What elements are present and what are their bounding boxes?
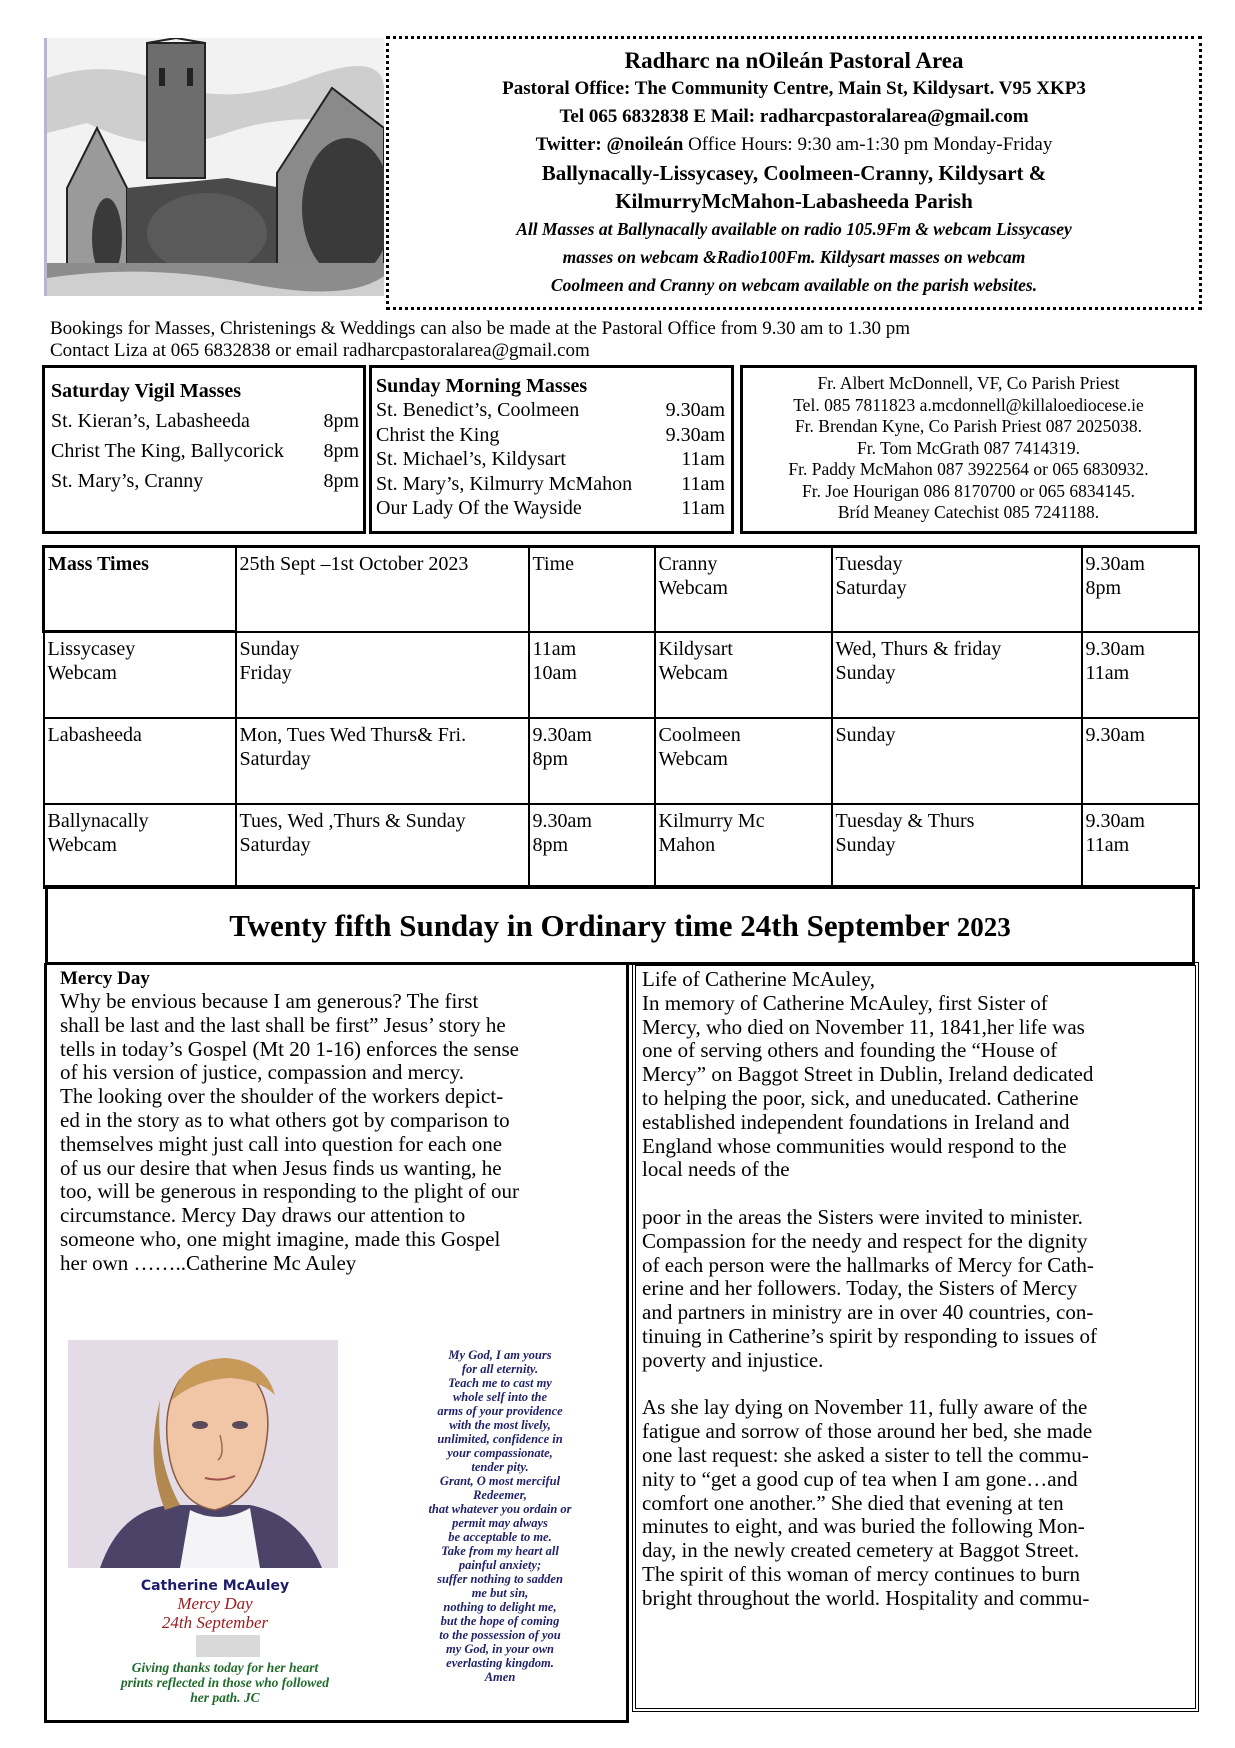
sunday-time: 11am	[681, 448, 725, 470]
clergy-line: Fr. Albert McDonnell, VF, Co Parish Priest	[817, 373, 1120, 393]
article-line: themselves might just call into question for each one	[60, 1131, 503, 1156]
clergy-line: Fr. Brendan Kyne, Co Parish Priest 087 2025038.	[794, 416, 1143, 436]
table-cell: Time	[529, 547, 655, 632]
office-hours: Office Hours: 9:30 am-1:30 pm Monday-Friday	[683, 134, 1053, 155]
article-line: The spirit of this woman of mercy continues to burn	[642, 1561, 1080, 1586]
article-line: Life of Catherine McAuley,	[642, 967, 876, 991]
table-cell: 9.30am 11am	[1082, 632, 1199, 719]
table-cell: 9.30am 8pm	[1082, 547, 1199, 632]
vigil-time: 8pm	[323, 470, 359, 492]
article-line: shall be last and the last shall be first” Jesus’ story he	[60, 1012, 506, 1037]
sunday-church: Our Lady Of the Wayside	[376, 497, 582, 519]
article-line: tells in today’s Gospel (Mt 20 1-16) enforces the sense	[60, 1036, 519, 1061]
table-cell: 9.30am 8pm	[529, 804, 655, 888]
article-line: ed in the story as to what others got by comparison to	[60, 1107, 510, 1132]
table-cell: Coolmeen Webcam	[655, 718, 832, 804]
sunday-church: St. Mary’s, Kilmurry McMahon	[376, 472, 633, 495]
parish-names-line1: Ballynacally-Lissycasey, Coolmeen-Cranny, Kildysart &	[541, 161, 1047, 185]
church-ruin-illustration	[44, 38, 384, 296]
prayer-line: Take from my heart all	[441, 1544, 559, 1558]
article-line: In memory of Catherine McAuley, first Sister of	[642, 990, 1048, 1015]
article-line: The looking over the shoulder of the workers depict-	[60, 1084, 504, 1109]
card-grey-placeholder	[196, 1635, 260, 1657]
pastoral-office-address: Pastoral Office: The Community Centre, Main St, Kildysart. V95 XKP3	[502, 78, 1086, 99]
vigil-time: 8pm	[323, 440, 359, 462]
sunday-title-text: Twenty fifth Sunday in Ordinary time 24th September	[229, 908, 957, 943]
sunday-row	[376, 472, 731, 497]
prayer-line: your compassionate,	[447, 1446, 553, 1460]
article-line: of each person were the hallmarks of Mercy for Cath-	[642, 1252, 1094, 1277]
prayer-line: suffer nothing to sadden	[437, 1572, 563, 1586]
portrait-illustration	[60, 1340, 348, 1570]
table-cell: Cranny Webcam	[655, 547, 832, 632]
table-row	[44, 804, 1199, 888]
article-line: someone who, one might imagine, made this Gospel	[60, 1226, 501, 1251]
twitter-office-hours	[389, 131, 1199, 159]
article-line	[642, 1373, 1195, 1397]
card-date: 24th September	[161, 1613, 269, 1632]
table-cell: Lissycasey Webcam	[44, 632, 236, 719]
article-line: Why be envious because I am generous? The first	[60, 989, 479, 1013]
bookings-notice	[50, 318, 1210, 362]
prayer-line: whole self into the	[452, 1390, 548, 1404]
contact-tel-email[interactable]: Tel 065 6832838 E Mail: radharcpastoralarea@gmail.com	[559, 106, 1029, 127]
table-cell: 11am 10am	[529, 632, 655, 719]
article-line: of his version of justice, compassion and mercy.	[60, 1060, 464, 1085]
table-cell: Kildysart Webcam	[655, 632, 832, 719]
pastoral-area-title: Radharc na nOileán Pastoral Area	[624, 48, 964, 73]
table-cell: Labasheeda	[44, 718, 236, 804]
prayer-line: me but sin,	[471, 1586, 529, 1600]
clergy-line: Fr. Paddy McMahon 087 3922564 or 065 6830932.	[788, 459, 1149, 479]
article-line: one of serving others and founding the “House of	[642, 1038, 1058, 1063]
saturday-vigil-box	[42, 365, 366, 534]
table-cell: 9.30am 8pm	[529, 718, 655, 804]
article-line: Compassion for the needy and respect for the dignity	[642, 1228, 1088, 1253]
sunday-row	[376, 398, 731, 423]
table-row	[44, 547, 1199, 632]
clergy-line: Fr. Joe Hourigan 086 8170700 or 065 6834145.	[802, 480, 1135, 501]
church-ruin-drawing	[47, 38, 384, 296]
table-cell: Ballynacally Webcam	[44, 804, 236, 888]
table-row	[44, 632, 1199, 719]
sunday-morning-heading: Sunday Morning Masses	[376, 375, 588, 397]
vigil-time: 8pm	[323, 410, 359, 432]
article-line: As she lay dying on November 11, fully aware of the	[642, 1395, 1088, 1420]
article-line: poverty and injustice.	[642, 1347, 824, 1372]
article-line: circumstance. Mercy Day draws our attention to	[60, 1203, 466, 1228]
article-line: too, will be generous in responding to the plight of our	[60, 1179, 520, 1204]
header-info-box	[386, 36, 1202, 310]
card-mercy-day	[90, 1594, 340, 1632]
parish-names-line2: KilmurryMcMahon-Labasheeda Parish	[615, 189, 973, 213]
article-line: poor in the areas the Sisters were invited to minister.	[642, 1204, 1083, 1229]
radio-webcam-line3: Coolmeen and Cranny on webcam available on the parish websites.	[550, 275, 1038, 295]
clergy-line: Bríd Meaney Catechist 085 7241188.	[837, 502, 1100, 522]
prayer-line: My God, I am yours	[448, 1348, 552, 1362]
card-mercy-title: Mercy Day	[177, 1594, 253, 1613]
sunday-time: 11am	[681, 497, 725, 519]
prayer-line: but the hope of coming	[440, 1614, 560, 1628]
card-thanks-text	[90, 1660, 360, 1705]
article-line: tinuing in Catherine’s spirit by responding to issues of	[642, 1323, 1097, 1348]
sunday-time: 9.30am	[665, 399, 725, 421]
table-cell: 9.30am	[1082, 718, 1199, 804]
prayer-line: Amen	[484, 1670, 516, 1684]
prayer-line: arms of your providence	[437, 1404, 563, 1418]
contact-line: Contact Liza at 065 6832838 or email radharcpastoralarea@gmail.com	[50, 340, 590, 361]
prayer-line: to the possession of you	[439, 1628, 561, 1642]
article-line: Mercy, who died on November 11, 1841,her life was	[642, 1014, 1085, 1039]
sunday-row	[376, 447, 731, 472]
sunday-church: St. Benedict’s, Coolmeen	[376, 399, 580, 421]
article-line: bright throughout the world. Hospitality and commu-	[642, 1585, 1090, 1610]
table-cell: Tuesday Saturday	[832, 547, 1082, 632]
prayer-text	[380, 1348, 620, 1684]
sunday-church: Christ the King	[376, 423, 500, 446]
life-of-catherine-article	[632, 962, 1199, 1712]
table-cell: Mon, Tues Wed Thurs& Fri. Saturday	[236, 718, 529, 804]
sunday-row	[376, 496, 731, 521]
table-cell: Tuesday & Thurs Sunday	[832, 804, 1082, 888]
vigil-church: St. Kieran’s, Labasheeda	[51, 410, 250, 432]
sunday-row	[376, 423, 731, 448]
sunday-title-banner	[45, 885, 1195, 965]
prayer-line: tender pity.	[471, 1460, 529, 1474]
article-line: established independent foundations in Ireland and	[642, 1109, 1070, 1134]
prayer-line: permit may always	[452, 1516, 548, 1530]
article-line: to helping the poor, sick, and uneducated. Catherine	[642, 1085, 1079, 1110]
sunday-title-year: 2023	[956, 912, 1011, 942]
sunday-time: 11am	[681, 472, 725, 495]
card-thanks-line: her path. JC	[190, 1690, 260, 1705]
table-cell: Wed, Thurs & friday Sunday	[832, 632, 1082, 719]
table-cell: 9.30am 11am	[1082, 804, 1199, 888]
vigil-church: Christ The King, Ballycorick	[51, 440, 284, 462]
prayer-line: with the most lively,	[449, 1418, 551, 1432]
article-line: local needs of the	[642, 1157, 790, 1182]
card-thanks-line: Giving thanks today for her heart	[131, 1660, 319, 1675]
article-line: day, in the newly created cemetery at Baggot Street.	[642, 1538, 1080, 1563]
article-line: nity to “get a good cup of tea when I am gone…and	[642, 1466, 1078, 1491]
radio-webcam-line2: masses on webcam &Radio100Fm. Kildysart masses on webcam	[562, 247, 1026, 267]
prayer-line: be acceptable to me.	[448, 1530, 552, 1544]
article-line	[642, 1182, 1195, 1206]
prayer-line: Teach me to cast my	[448, 1376, 552, 1390]
clergy-line[interactable]: Tel. 085 7811823 a.mcdonnell@killaloediocese.ie	[793, 394, 1144, 415]
twitter-handle[interactable]: Twitter: @noileán	[535, 134, 684, 155]
article-line: of us our desire that when Jesus finds us wanting, he	[60, 1155, 502, 1180]
article-line: England whose communities would respond to the	[642, 1133, 1067, 1158]
bookings-line: Bookings for Masses, Christenings & Weddings can also be made at the Pastoral Office from 9.30 am to 1.30 pm	[50, 318, 911, 339]
article-line: comfort one another.” She died that evening at ten	[642, 1490, 1064, 1515]
sunday-church: St. Michael’s, Kildysart	[376, 448, 566, 470]
vigil-row	[51, 466, 363, 496]
vigil-row	[51, 406, 363, 436]
mass-times-table	[42, 545, 1200, 889]
table-cell: Sunday Friday	[236, 632, 529, 719]
mercy-day-heading: Mercy Day	[60, 968, 150, 989]
prayer-line: my God, in your own	[445, 1642, 554, 1656]
article-line: Mercy” on Baggot Street in Dublin, Ireland dedicated	[642, 1062, 1094, 1087]
prayer-line: for all eternity.	[461, 1362, 539, 1376]
table-cell: Mass Times	[44, 547, 236, 632]
saturday-vigil-heading: Saturday Vigil Masses	[51, 380, 242, 402]
article-line: her own ……..Catherine Mc Auley	[60, 1250, 357, 1275]
article-line: erine and her followers. Today, the Sisters of Mercy	[642, 1276, 1078, 1301]
prayer-line: painful anxiety;	[458, 1558, 542, 1572]
table-cell: Tues, Wed ,Thurs & Sunday Saturday	[236, 804, 529, 888]
sunday-time: 9.30am	[665, 423, 725, 446]
clergy-contacts-box	[740, 365, 1197, 534]
life-text	[636, 966, 1195, 1611]
table-cell: 25th Sept –1st October 2023	[236, 547, 529, 632]
article-line: fatigue and sorrow of those around her bed, she made	[642, 1419, 1093, 1444]
prayer-line: that whatever you ordain or	[428, 1502, 572, 1516]
prayer-line: Redeemer,	[473, 1488, 527, 1502]
vigil-row	[51, 436, 363, 466]
prayer-line: everlasting kingdom.	[446, 1656, 554, 1670]
article-line: and partners in ministry are in over 40 countries, con-	[642, 1300, 1094, 1325]
vigil-church: St. Mary’s, Cranny	[51, 470, 204, 492]
prayer-line: unlimited, confidence in	[437, 1432, 563, 1446]
table-cell: Sunday	[832, 718, 1082, 804]
radio-webcam-line1: All Masses at Ballynacally available on radio 105.9Fm & webcam Lissycasey	[516, 219, 1072, 239]
prayer-line: nothing to delight me,	[443, 1600, 557, 1614]
card-name: Catherine McAuley	[140, 1578, 290, 1594]
sunday-morning-box	[369, 365, 734, 534]
article-line: one last request: she asked a sister to tell the commu-	[642, 1442, 1089, 1467]
mercy-day-text	[47, 965, 626, 1276]
catherine-mcauley-portrait	[60, 1340, 348, 1570]
article-line: minutes to eight, and was buried the following Mon-	[642, 1514, 1085, 1539]
prayer-line: Grant, O most merciful	[439, 1474, 561, 1488]
clergy-line: Fr. Tom McGrath 087 7414319.	[856, 437, 1081, 458]
card-thanks-line: prints reflected in those who followed	[120, 1675, 330, 1690]
table-cell: Kilmurry Mc Mahon	[655, 804, 832, 888]
table-row	[44, 718, 1199, 804]
